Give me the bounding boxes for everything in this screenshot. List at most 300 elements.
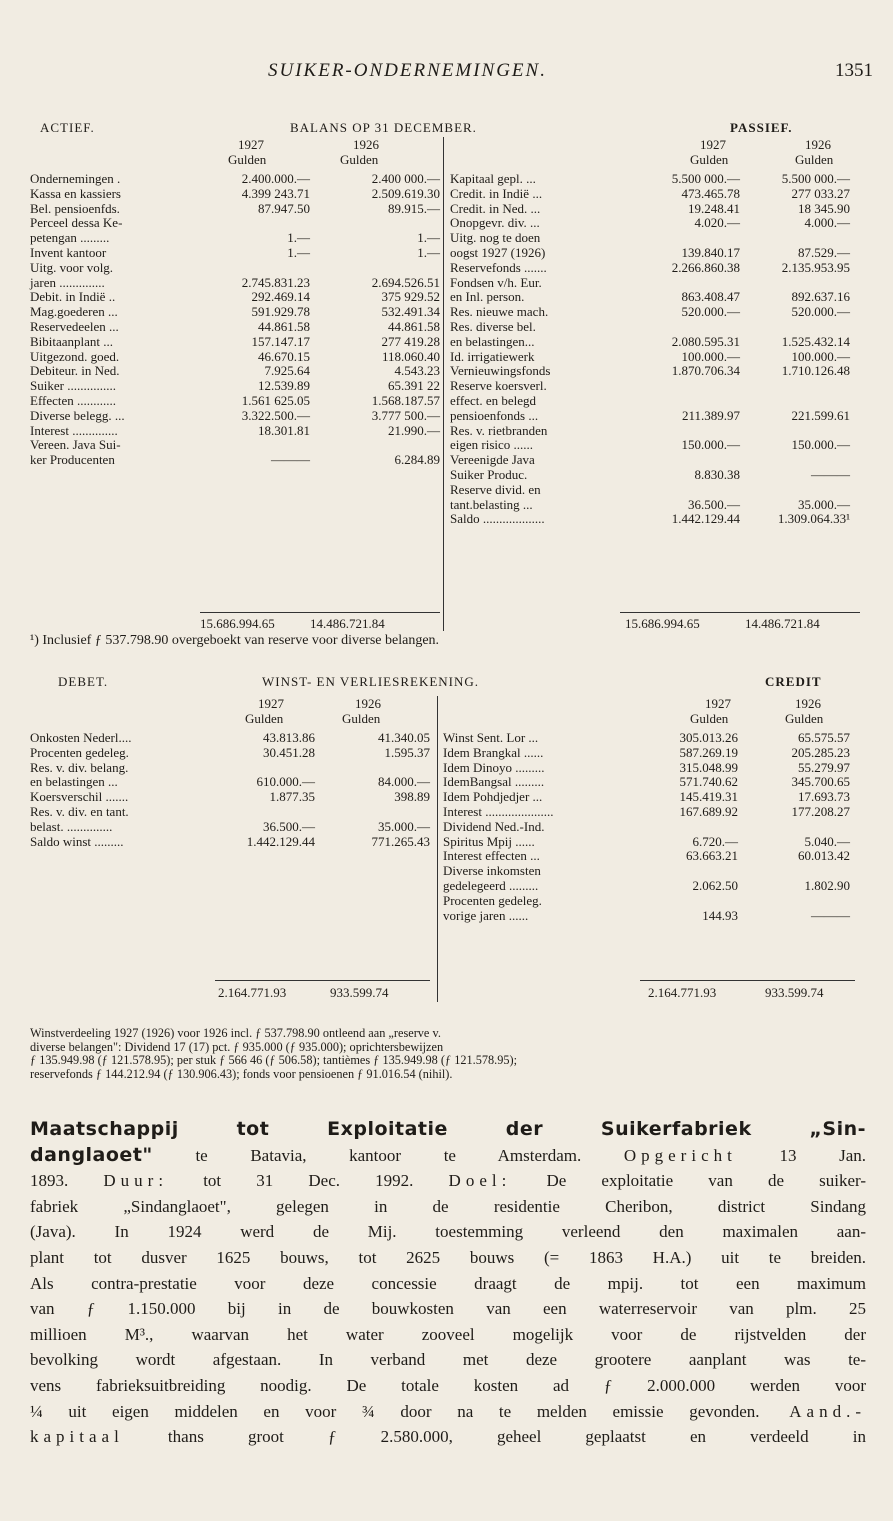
company-paragraph (30, 1117, 866, 1450)
debet-row-value-1926: 771.265.43 (371, 833, 430, 849)
credit-row-value-1927: 145.419.31 (679, 789, 738, 805)
balans-year-a-right: 1927 (700, 137, 726, 152)
actief-row-value-1926: 3.777 500.— (371, 407, 440, 423)
passief-row (450, 172, 850, 187)
company-text-line: bevolking wordt afgestaan. In verband met deze grootere aanplant was te- (30, 1350, 866, 1370)
actief-row (30, 274, 440, 291)
actief-row-value-1926: 375 929.52 (381, 289, 440, 305)
actief-row-value-1926: 1.568.187.57 (371, 392, 440, 408)
passief-row-value-1927: 139.840.17 (681, 244, 740, 260)
company-name-cont: danglaoet" (30, 1143, 153, 1166)
passief-row-value-1927: 2.080.595.31 (671, 333, 740, 349)
passief-row-label: Reserve koersverl. (450, 378, 547, 394)
credit-row-label: Winst Sent. Lor ... (443, 730, 539, 745)
debet-row-value-1927: 30.451.28 (263, 744, 315, 760)
passief-row-label: Id. irrigatiewerk (450, 348, 535, 364)
passief-row-label: Reservefonds ....... (450, 259, 547, 275)
actief-row-label: Bibitaanplant ... (30, 333, 114, 349)
credit-row-label: Spiritus Mpij ...... (443, 833, 535, 849)
passief-row-label: Credit. in Indië ... (450, 185, 543, 201)
actief-row-value-1927: 44.861.58 (258, 318, 310, 334)
debet-row-value-1927: 1.877.35 (269, 789, 315, 805)
debet-row (30, 730, 430, 746)
credit-row-value-1926: 17.693.73 (798, 789, 850, 805)
balans-divider (443, 137, 444, 631)
credit-row-label: Idem Pohdjedjer ... (443, 789, 543, 805)
actief-row (30, 392, 440, 409)
credit-row-value-1927: 315.048.99 (679, 759, 738, 775)
debet-row-label: belast. .............. (30, 818, 113, 834)
actief-row-label: Perceel dessa Ke- (30, 215, 123, 231)
passief-row-label: Credit. in Ned. ... (450, 200, 541, 216)
passief-row-label: Res. nieuwe mach. (450, 304, 549, 320)
passief-row-value-1927: 473.465.78 (681, 185, 740, 201)
winstverdeeling-line: Winstverdeeling 1927 (1926) voor 1926 incl. ƒ 537.798.90 ontleend aan „reserve v. (30, 1026, 441, 1040)
actief-row-label: Reservedeelen ... (30, 318, 119, 334)
balans-unit-a-left: Gulden (228, 152, 267, 167)
actief-row (30, 244, 440, 261)
credit-row (443, 805, 850, 820)
doel-label: Doel: (448, 1171, 512, 1191)
passief-row-value-1926: 5.500 000.— (781, 171, 850, 186)
debet-row-label: en belastingen ... (30, 774, 118, 790)
balans-year-b-left: 1926 (353, 137, 379, 152)
credit-row-value-1926: 205.285.23 (791, 744, 850, 760)
passief-row (450, 379, 850, 394)
credit-row (443, 746, 850, 761)
actief-row (30, 318, 440, 335)
balans-totals (0, 616, 893, 632)
winst-unit-b-right: Gulden (785, 711, 824, 726)
balans-footnote: ¹) Inclusief ƒ 537.798.90 overgeboekt van reserve voor diverse belangen. (30, 633, 440, 648)
passief-row-value-1926: 277 033.27 (791, 185, 850, 201)
passief-row-label: pensioenfonds ... (450, 407, 539, 423)
debet-row (30, 818, 430, 835)
debet-row-value-1927: 36.500.— (263, 818, 315, 834)
balans-column-headers (0, 137, 893, 167)
debet-row-value-1926: 41.340.05 (378, 730, 430, 745)
winst-unit-a-right: Gulden (690, 711, 729, 726)
debet-row-label: Onkosten Nederl.... (30, 730, 132, 745)
passief-row-label: Kapitaal gepl. ... (450, 171, 536, 186)
credit-row-value-1926: 1.802.90 (804, 877, 850, 893)
actief-row-value-1927: 12.539.89 (258, 378, 310, 394)
credit-row-label: Diverse inkomsten (443, 863, 541, 879)
actief-row-value-1927: 157.147.17 (251, 333, 310, 349)
passief-row-value-1926: ——— (811, 466, 850, 482)
passief-row (450, 512, 850, 527)
debet-row (30, 789, 430, 805)
actief-row (30, 348, 440, 365)
company-name: Maatschappij tot Exploitatie der Suikerfabriek „Sin- (30, 1118, 866, 1140)
passief-row (450, 498, 850, 513)
credit-label: CREDIT (765, 674, 822, 689)
credit-row-label: Procenten gedeleg. (443, 892, 542, 908)
passief-row-value-1926: 150.000.— (791, 437, 850, 453)
passief-label: PASSIEF. (730, 120, 793, 135)
credit-row (443, 761, 850, 776)
balans-total-left-a: 15.686.994.65 (200, 616, 275, 631)
passief-row (450, 394, 850, 409)
debet-row-label: Procenten gedeleg. (30, 744, 129, 760)
passief-row (450, 409, 850, 424)
debet-row-label: Koersverschil ....... (30, 789, 129, 805)
winst-debet-table (30, 730, 430, 849)
credit-row-label: Idem Dinoyo ......... (443, 759, 545, 775)
passief-row (450, 438, 850, 453)
actief-row (30, 230, 440, 246)
debet-row-value-1927: 1.442.129.44 (246, 833, 315, 849)
passief-row (450, 483, 850, 498)
actief-row (30, 407, 440, 424)
company-text-line: Als contra-prestatie voor deze concessie draagt de mpij. tot een maximum (30, 1273, 866, 1293)
actief-row-value-1927: 3.322.500.— (241, 407, 310, 423)
credit-row (443, 835, 850, 850)
actief-row-value-1926: 2.509.619.30 (371, 185, 440, 201)
passief-row (450, 350, 850, 365)
credit-row-value-1927: 587.269.19 (679, 744, 738, 760)
passief-row-value-1926: 18 345.90 (798, 200, 850, 216)
passief-row-value-1926: 892.637.16 (791, 289, 850, 305)
actief-row-value-1927: 292.469.14 (251, 289, 310, 305)
actief-row (30, 437, 121, 453)
balans-passief-table (450, 172, 850, 527)
actief-row-label: Kassa en kassiers (30, 185, 121, 201)
winst-total-left-b: 933.599.74 (330, 985, 389, 1000)
credit-row (443, 790, 850, 805)
passief-row-value-1927: 1.442.129.44 (671, 511, 740, 527)
passief-row (450, 276, 850, 291)
balans-actief-table (30, 171, 440, 468)
passief-row-value-1926: 87.529.— (798, 244, 850, 260)
passief-row-value-1927: 4.020.— (694, 215, 740, 231)
company-text-line: (Java). In 1924 werd de Mij. toestemming verleend den maximalen aan- (30, 1222, 866, 1242)
passief-row-value-1926: 1.309.064.33¹ (777, 511, 850, 527)
actief-row-value-1926: 1.— (417, 244, 440, 260)
actief-row-value-1926: 2.694.526.51 (371, 274, 440, 290)
winst-year-b-left: 1926 (355, 696, 381, 711)
duur-label: Duur: (103, 1171, 169, 1191)
actief-row (30, 185, 440, 202)
balans-unit-b-right: Gulden (795, 152, 834, 167)
actief-row (30, 200, 440, 217)
actief-row-value-1926: 21.990.— (388, 422, 440, 438)
passief-row (450, 320, 850, 335)
actief-row-value-1926: 4.543.23 (394, 363, 440, 379)
company-body-lines (30, 1194, 866, 1450)
actief-row (30, 452, 440, 468)
passief-row-label: eigen risico ...... (450, 437, 534, 453)
passief-row (450, 246, 850, 261)
winst-total-left-a: 2.164.771.93 (218, 985, 287, 1000)
credit-row-label: Idem Brangkal ...... (443, 744, 544, 760)
balans-total-rule-left (200, 612, 440, 613)
actief-row-value-1926: 2.400 000.— (371, 171, 440, 186)
debet-row (30, 803, 129, 820)
credit-row-label: Interest ..................... (443, 803, 554, 819)
winstverdeeling-line: ƒ 135.949.98 (ƒ 121.578.95); per stuk ƒ 566 46 (ƒ 506.58); tantièmes ƒ 135.949.98 (ƒ 121.578.95); (30, 1053, 518, 1067)
company-line-3 (30, 1168, 866, 1194)
company-text-line: fabriek „Sindanglaoet", gelegen in de residentie Cheribon, district Sindang (30, 1196, 866, 1216)
credit-row (443, 864, 850, 879)
actief-row-value-1927: 2.400.000.— (241, 171, 310, 186)
credit-row-value-1927: 571.740.62 (679, 774, 738, 790)
credit-row (443, 820, 850, 835)
actief-row-value-1927: 1.— (287, 244, 310, 260)
passief-row-label: Vernieuwingsfonds (450, 363, 551, 379)
passief-row-label: Saldo ................... (450, 511, 545, 527)
actief-row-label: Invent kantoor (30, 244, 107, 260)
passief-row-value-1926: 221.599.61 (791, 407, 850, 423)
actief-row-value-1927: 18.301.81 (258, 422, 310, 438)
passief-row-label: Uitg. nog te doen (450, 230, 541, 246)
passief-row-label: tant.belasting ... (450, 496, 533, 512)
winst-year-a-left: 1927 (258, 696, 284, 711)
debet-row (30, 744, 430, 761)
actief-row-label: Mag.goederen ... (30, 304, 118, 320)
passief-row-label: Res. diverse bel. (450, 318, 536, 334)
credit-row-value-1926: 177.208.27 (791, 803, 850, 819)
actief-row-value-1927: 591.929.78 (251, 304, 310, 320)
winstverdeeling-paragraph (30, 1027, 866, 1081)
winst-title: WINST- EN VERLIESREKENING. (262, 674, 480, 689)
credit-row (443, 775, 850, 790)
credit-row (443, 894, 850, 909)
passief-row-value-1926: 520.000.— (791, 304, 850, 320)
actief-row-label: Interest .............. (30, 422, 118, 438)
debet-row (30, 774, 430, 790)
actief-row (30, 422, 440, 439)
opgericht-year: 1893. (30, 1171, 69, 1191)
company-text-fragment: ¼ uit eigen middelen en voor ¾ door na te melden emissie gevonden. (30, 1401, 760, 1421)
passief-row-value-1926: 100.000.— (791, 348, 850, 364)
running-title: SUIKER-ONDERNEMINGEN. (268, 60, 547, 81)
passief-row-label: oogst 1927 (1926) (450, 244, 546, 260)
passief-row-label: Onopgevr. div. ... (450, 215, 540, 231)
actief-row-value-1927: 87.947.50 (258, 200, 310, 216)
passief-row-value-1927: 19.248.41 (688, 200, 740, 216)
credit-row (443, 909, 850, 924)
passief-row (450, 261, 850, 276)
winst-year-b-right: 1926 (795, 696, 821, 711)
passief-row (450, 202, 850, 217)
actief-row-label: Uitgezond. goed. (30, 348, 120, 364)
passief-row-value-1927: 1.870.706.34 (671, 363, 740, 379)
company-line-2 (30, 1143, 866, 1169)
debet-row-label: Res. v. div. belang. (30, 759, 129, 775)
actief-label: ACTIEF. (40, 120, 95, 135)
opgericht-label: Opgericht (623, 1145, 737, 1165)
actief-row (30, 378, 440, 394)
actief-row-value-1927: 1.561 625.05 (241, 392, 310, 408)
credit-row-value-1927: 6.720.— (692, 833, 738, 849)
passief-row-value-1927: 863.408.47 (681, 289, 740, 305)
actief-row-value-1926: 118.060.40 (381, 348, 440, 364)
credit-row (443, 879, 850, 894)
actief-row-value-1926: 1.— (417, 230, 440, 246)
winst-heading (30, 674, 860, 694)
debet-row-value-1926: 35.000.— (378, 818, 430, 834)
balans-total-right-a: 15.686.994.65 (625, 616, 700, 631)
credit-row-value-1926: ——— (811, 907, 850, 923)
opgericht-value: 13 Jan. (736, 1145, 867, 1165)
winst-column-headers (0, 696, 893, 726)
balans-year-b-right: 1926 (805, 137, 831, 152)
actief-row (30, 363, 440, 379)
credit-row-value-1926: 60.013.42 (798, 848, 850, 864)
winstverdeeling-line: diverse belangen": Dividend 17 (17) pct. ƒ 935.000 (ƒ 935.000); oprichtersbewijzen (30, 1039, 444, 1054)
actief-row-label: Ondernemingen . (30, 171, 121, 186)
passief-row-value-1927: 5.500 000.— (671, 171, 740, 186)
passief-row-label: Res. v. rietbranden (450, 422, 548, 438)
balans-total-rule-right (620, 612, 860, 613)
winst-total-right-a: 2.164.771.93 (648, 985, 717, 1000)
actief-row-label: Bel. pensioenfds. (30, 200, 120, 216)
actief-row-label: Debit. in Indië .. (30, 289, 116, 305)
winst-unit-a-left: Gulden (245, 711, 284, 726)
credit-row-value-1927: 305.013.26 (679, 730, 738, 745)
company-text-line: plant tot dusver 1625 bouws, tot 2625 bouws (= 1863 H.A.) uit te breiden. (30, 1247, 866, 1267)
passief-row-value-1927: 100.000.— (681, 348, 740, 364)
credit-row-value-1927: 63.663.21 (686, 848, 738, 864)
passief-row (450, 424, 850, 439)
actief-row-value-1927: 2.745.831.23 (241, 274, 310, 290)
company-text-line (30, 1399, 866, 1425)
debet-row-value-1927: 610.000.— (256, 774, 315, 790)
credit-row-label: vorige jaren ...... (443, 907, 529, 923)
passief-row-value-1927: 520.000.— (681, 304, 740, 320)
actief-row-label: Effecten ............ (30, 392, 117, 408)
passief-row-value-1927: 8.830.38 (694, 466, 740, 482)
winst-divider (437, 696, 438, 1002)
credit-row-value-1927: 167.689.92 (679, 803, 738, 819)
passief-row (450, 187, 850, 202)
credit-row (443, 731, 850, 746)
winst-totals (0, 985, 893, 1001)
passief-row-value-1927: 150.000.— (681, 437, 740, 453)
passief-row-label: Suiker Produc. (450, 466, 528, 482)
winst-year-a-right: 1927 (705, 696, 731, 711)
passief-row-label: Reserve divid. en (450, 481, 541, 497)
debet-row-label: Res. v. div. en tant. (30, 803, 129, 819)
credit-row-label: IdemBangsal ......... (443, 774, 545, 790)
actief-row-label: jaren .............. (30, 274, 105, 290)
kapitaal-label: kapitaal (30, 1427, 124, 1447)
credit-row-label: gedelegeerd ......... (443, 877, 539, 893)
winstverdeeling-line: reservefonds ƒ 144.212.94 (ƒ 130.906.43); fonds voor pensioenen ƒ 91.016.54 (nihil). (30, 1066, 453, 1081)
actief-row-value-1927: 7.925.64 (264, 363, 310, 379)
company-text-line: vens fabrieksuitbreiding noodig. De totale kosten ad ƒ 2.000.000 werden voor (30, 1375, 866, 1395)
actief-row-value-1926: 65.391 22 (388, 378, 440, 394)
passief-row (450, 216, 850, 231)
passief-row-value-1926: 35.000.— (798, 496, 850, 512)
actief-row-value-1926: 532.491.34 (381, 304, 440, 320)
running-head (0, 60, 893, 84)
passief-row-value-1926: 1.710.126.48 (781, 363, 850, 379)
winst-total-rule-right (640, 980, 855, 981)
company-location: te Batavia, kantoor te Amsterdam. (152, 1145, 582, 1165)
winst-unit-b-left: Gulden (342, 711, 381, 726)
company-text-line: van ƒ 1.150.000 bij in de bouwkosten van een waterreservoir van plm. 25 (30, 1299, 866, 1319)
actief-row-label: Debiteur. in Ned. (30, 363, 120, 379)
passief-row (450, 364, 850, 379)
balans-unit-b-left: Gulden (340, 152, 379, 167)
actief-row (30, 215, 123, 231)
credit-row-value-1926: 65.575.57 (798, 730, 850, 745)
debet-row (30, 759, 129, 776)
actief-row-label: Vereen. Java Sui- (30, 437, 121, 453)
credit-row-value-1926: 345.700.65 (791, 774, 850, 790)
actief-row-value-1927: 1.— (287, 230, 310, 246)
balans-unit-a-right: Gulden (690, 152, 729, 167)
passief-row-value-1926: 4.000.— (804, 215, 850, 231)
passief-row (450, 305, 850, 320)
debet-row-value-1926: 84.000.— (378, 774, 430, 790)
passief-row-label: Fondsen v/h. Eur. (450, 274, 542, 290)
credit-row (443, 849, 850, 864)
actief-row-value-1926: 89.915.— (388, 200, 440, 216)
winst-credit-table (443, 731, 850, 923)
credit-row-value-1926: 5.040.— (804, 833, 850, 849)
balans-total-right-b: 14.486.721.84 (745, 616, 820, 631)
winst-total-rule-left (215, 980, 430, 981)
credit-row-label: Interest effecten ... (443, 848, 540, 864)
actief-row (30, 171, 440, 187)
passief-row-value-1927: 36.500.— (688, 496, 740, 512)
duur-value: tot 31 Dec. 1992. (168, 1171, 414, 1191)
passief-row-label: Vereenigde Java (450, 452, 535, 468)
actief-row (30, 304, 440, 320)
winst-total-right-b: 933.599.74 (765, 985, 824, 1000)
actief-row-label: ker Producenten (30, 452, 115, 468)
passief-row-label: en Inl. person. (450, 289, 525, 305)
passief-row (450, 290, 850, 305)
passief-row (450, 335, 850, 350)
credit-row-label: Dividend Ned.-Ind. (443, 818, 545, 834)
passief-row-value-1927: 2.266.860.38 (671, 259, 740, 275)
company-text-line: millioen M³., waarvan het water zooveel mogelijk voor de rijstvelden der (30, 1324, 866, 1344)
company-line-1 (30, 1117, 866, 1143)
actief-row-value-1927: 46.670.15 (258, 348, 310, 364)
actief-row-value-1926: 6.284.89 (394, 452, 440, 468)
actief-row-label: Uitg. voor volg. (30, 259, 114, 275)
passief-row-value-1927: 211.389.97 (681, 407, 740, 423)
debet-row (30, 833, 430, 850)
actief-row-value-1927: ——— (271, 452, 310, 468)
passief-row-label: effect. en belegd (450, 392, 537, 408)
actief-row (30, 289, 440, 305)
company-text-line (30, 1424, 866, 1450)
debet-row-label: Saldo winst ......... (30, 833, 124, 849)
actief-row-label: petengan ......... (30, 230, 110, 246)
kapitaal-value: thans groot ƒ 2.580.000, geheel geplaatst en verdeeld in (123, 1427, 866, 1447)
balans-year-a-left: 1927 (238, 137, 264, 152)
passief-row-value-1926: 2.135.953.95 (781, 259, 850, 275)
debet-label: DEBET. (58, 674, 109, 689)
debet-row-value-1927: 43.813.86 (263, 730, 315, 745)
doel-value: De exploitatie van de suiker- (511, 1171, 867, 1191)
actief-row-value-1927: 4.399 243.71 (241, 185, 310, 201)
debet-row-value-1926: 398.89 (394, 789, 430, 805)
actief-row-value-1926: 44.861.58 (388, 318, 440, 334)
actief-row-label: Suiker ............... (30, 378, 116, 394)
passief-row (450, 453, 850, 468)
credit-row-value-1927: 2.062.50 (692, 877, 738, 893)
passief-row (450, 231, 850, 246)
actief-row-value-1926: 277 419.28 (381, 333, 440, 349)
debet-row-value-1926: 1.595.37 (384, 744, 430, 760)
passief-row-label: en belastingen... (450, 333, 535, 349)
